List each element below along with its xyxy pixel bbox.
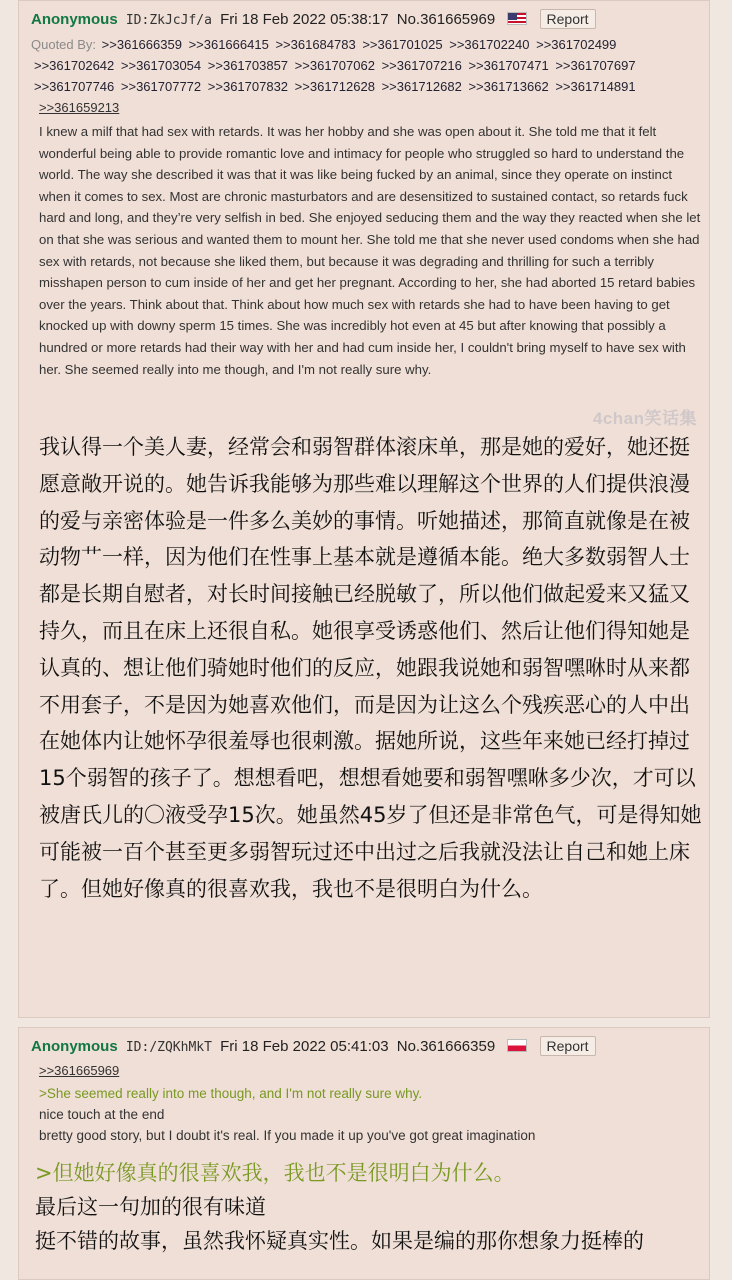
watermark: 4chan笑话集: [592, 409, 697, 428]
post-body-english: [39, 1083, 703, 1146]
reply-line: bretty good story, but I doubt it's real. If you made it up you've got great imagination: [39, 1128, 536, 1143]
quote-link[interactable]: >>361702642: [34, 58, 115, 73]
us-flag-icon: [507, 12, 527, 25]
quote-link[interactable]: >>361684783: [275, 37, 356, 52]
quote-link[interactable]: >>361707216: [381, 58, 462, 73]
quote-link[interactable]: >>361707746: [34, 79, 115, 94]
poster-id[interactable]: ID:ZkJcJf/a: [125, 13, 212, 28]
reply-line: 挺不错的故事，虽然我怀疑真实性。如果是编的那你想象力挺棒的: [35, 1229, 644, 1253]
quoted-by-list: [31, 34, 703, 97]
quote-link[interactable]: >>361703857: [207, 58, 289, 73]
reply-line: nice touch at the end: [39, 1107, 165, 1122]
quote-link[interactable]: >>361712682: [381, 79, 462, 94]
reply-link[interactable]: >>361665969: [39, 1063, 120, 1078]
quote-link[interactable]: >>361707832: [207, 79, 289, 94]
post-body-chinese: [35, 1156, 707, 1258]
quote-link[interactable]: >>361714891: [555, 79, 636, 94]
quoted-by-label: Quoted By:: [31, 37, 97, 52]
greentext-quote: >She seemed really into me though, and I'm not really sure why.: [39, 1086, 423, 1101]
quote-link[interactable]: >>361712628: [294, 79, 375, 94]
quote-link[interactable]: >>361707772: [120, 79, 202, 94]
quote-link[interactable]: >>361702499: [536, 37, 617, 52]
post-body-chinese: 我认得一个美人妻，经常会和弱智群体滚床单，那是她的爱好，她还挺愿意敞开说的。她告诉我能够为那些难以理解这个世界的人们提供浪漫的爱与亲密体验是一件多么美妙的事情。听她描述，那简直就像是在被动物艹一样，因为他们在性事上基本就是遵循本能。绝大多数弱智人士都是长期自慰者，对长时间接触已经脱敏了，所以他们做起爱来又猛又持久，而且在床上还很自私。她很享受诱惑他们、然后让他们得知她是认真的、想让他们骑她时他们的反应，她跟我说她和弱智嘿咻时从来都不用套子，不是因为她喜欢他们，而是因为让这么个残疾恶心的人中出在她体内让她怀孕很羞辱也很刺激。据她所说，这些年来她已经打掉过15个弱智的孩子了。想想看吧，想想看她要和弱智嘿咻多少次，才可以被唐氏儿的〇液受孕15次。她虽然45岁了但还是非常色气，可是得知她可能被一百个甚至更多弱智玩过还中出过之后我就没法让自己和她上床了。但她好像真的很喜欢我，我也不是很明白为什么。: [39, 435, 702, 901]
post-header: [31, 9, 596, 29]
quote-link[interactable]: >>361703054: [120, 58, 202, 73]
quote-link[interactable]: >>361707062: [294, 58, 375, 73]
post-date: Fri 18 Feb 2022 05:38:17: [220, 11, 389, 28]
poster-name: Anonymous: [31, 1038, 118, 1055]
quote-link[interactable]: >>361707697: [555, 58, 636, 73]
post-number[interactable]: No.361666359: [396, 1038, 496, 1055]
post-date: Fri 18 Feb 2022 05:41:03: [220, 1038, 389, 1055]
post-header: [31, 1036, 596, 1056]
reply-link[interactable]: >>361659213: [39, 100, 120, 115]
pl-flag-icon: [507, 1039, 527, 1052]
post-361666359: [18, 1027, 710, 1280]
quote-link[interactable]: >>361666359: [101, 37, 182, 52]
quote-link[interactable]: >>361701025: [362, 37, 443, 52]
reply-line: 最后这一句加的很有味道: [35, 1195, 266, 1219]
report-button[interactable]: Report: [540, 9, 596, 29]
greentext-quote: >但她好像真的很喜欢我，我也不是很明白为什么。: [35, 1161, 515, 1185]
post-361665969: [18, 0, 710, 1018]
quote-link[interactable]: >>361707471: [468, 58, 549, 73]
report-button[interactable]: Report: [540, 1036, 596, 1056]
quote-link[interactable]: >>361713662: [468, 79, 549, 94]
quote-link[interactable]: >>361666415: [188, 37, 269, 52]
poster-name: Anonymous: [31, 11, 118, 28]
post-number[interactable]: No.361665969: [396, 11, 496, 28]
post-body-english: I knew a milf that had sex with retards. It was her hobby and she was open about it. She told me that it felt wonderful being able to provide romantic love and intimacy for people who struggled so hard to understand the world. The way she described it was that it was like being fucked by an animal, since they operate on instinct when it comes to sex. Most are chronic masturbators and are desensitized to sustained contact, so retards fuck hard and long, and they’re very selfish in bed. She enjoyed seducing them and the way they reacted when she let on that she was serious and wanted them to mount her. She told me that she never used condoms when she had sex with retards, not because she liked them, but because it was degrading and thrilling for such a terribly misshapen person to cum inside of her and get her pregnant. According to her, she had aborted 15 retard babies over the years. Think about that. Think about how much sex with retards she had to have been having to get knocked up with downy sperm 15 times. She was incredibly hot even at 45 but after knowing that possibly a hundred or more retards had their way with her and had cum inside her, I couldn't bring myself to have sex with her. She seemed really into me though, and I'm not really sure why.: [39, 124, 701, 377]
quote-link[interactable]: >>361702240: [449, 37, 530, 52]
poster-id[interactable]: ID:/ZQKhMkT: [125, 1040, 212, 1055]
